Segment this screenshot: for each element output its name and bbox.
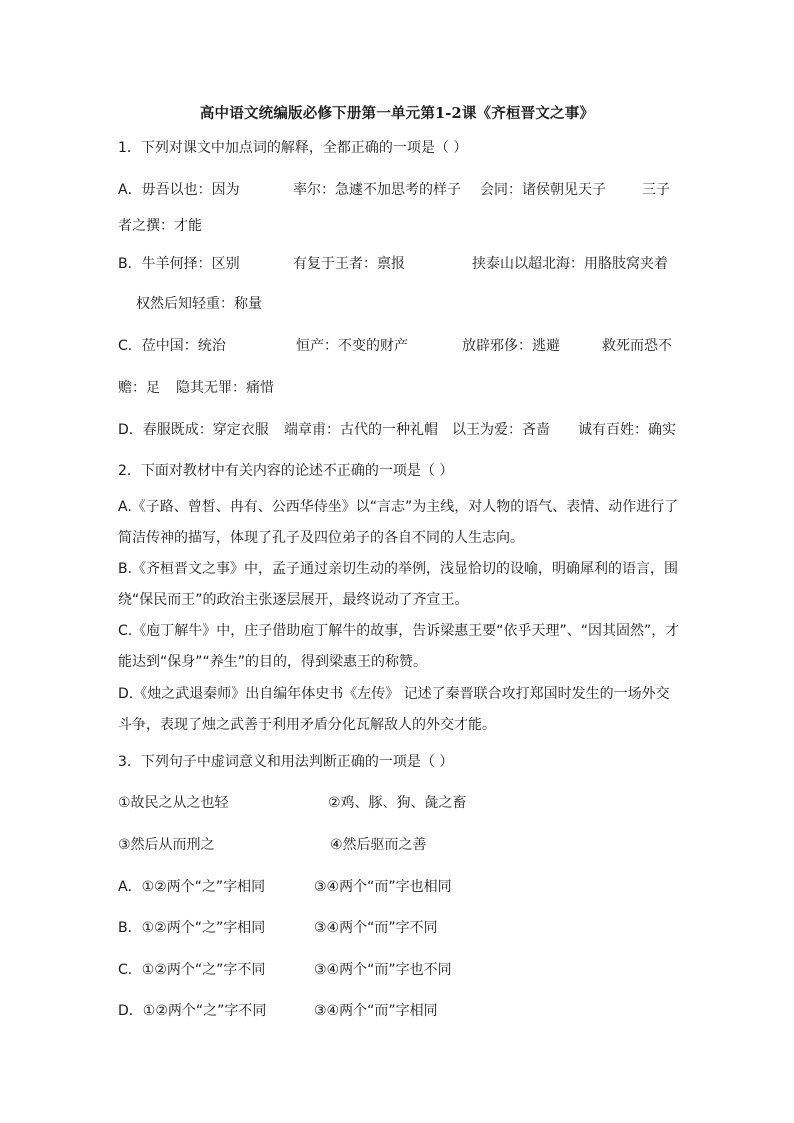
q3-option-d	[118, 1001, 518, 1021]
q1-d-part4: 诚有百姓：确实	[578, 422, 676, 438]
q1-c-part3: 放辟邪侈：逃避	[462, 338, 560, 354]
q3-sentence-1: ①故民之从之也轻	[118, 795, 229, 811]
q1-option-b	[118, 254, 678, 274]
q3-d-part2: ③④两个“而”字相同	[314, 1003, 438, 1019]
q2-option-b-line1: B.《齐桓晋文之事》中，孟子通过亲切生动的举例，浅显恰切的设喻，明确犀利的语言，围	[118, 561, 679, 577]
q1-b-part3: 挟泰山以超北海：用胳肢窝夹着	[472, 256, 668, 272]
q1-d-part2: 端章甫：古代的一种礼帽	[284, 422, 438, 438]
q2-option-a-line1: A.《子路、曾皙、冉有、公西华侍坐》以“言志”为主线，对人物的语气、表情、动作进行了	[118, 499, 679, 515]
q1-option-d	[118, 420, 678, 440]
q1-a-continuation: 者之撰：才能	[118, 218, 202, 234]
q2-option-d-line2: 斗争，表现了烛之武善于利用矛盾分化瓦解敌人的外交才能。	[118, 717, 496, 733]
q2-option-a-line2: 简洁传神的描写，体现了孔子及四位弟子的各自不同的人生志向。	[118, 530, 524, 546]
q3-sentences-row1	[118, 793, 518, 813]
q3-stem: 3．下列句子中虚词意义和用法判断正确的一项是（ ）	[118, 754, 454, 770]
q3-option-c	[118, 960, 518, 980]
q2-option-c-line2: 能达到“保身”“养生”的目的，得到梁惠王的称赞。	[118, 654, 428, 670]
q3-b-part1: B．①②两个“之”字相同	[118, 920, 266, 936]
q3-sentence-3: ③然后从而刑之	[118, 837, 215, 853]
q3-a-part1: A．①②两个“之”字相同	[118, 879, 266, 895]
q1-b-part2: 有复于王者：禀报	[293, 256, 405, 272]
q1-c-part2: 恒产：不变的财产	[296, 338, 408, 354]
q1-d-part3: 以王为爱：吝啬	[452, 422, 550, 438]
q2-option-b-line2: 绕“保民而王”的政治主张逐层展开，最终说动了齐宣王。	[118, 592, 469, 608]
q2-option-c-line1: C.《庖丁解牛》中，庄子借助庖丁解牛的故事，告诉梁惠王要“依乎天理”、“因其固然”，才	[118, 623, 680, 639]
q1-a-part2: 率尔：急遽不加思考的样子	[293, 182, 461, 198]
q1-option-a	[118, 180, 678, 200]
q1-a-part4: 三子	[642, 182, 670, 198]
q2-stem: 2．下面对教材中有关内容的论述不正确的一项是（ ）	[118, 463, 454, 479]
q1-b-continuation: 权然后知轻重：称量	[136, 296, 262, 312]
q3-c-part2: ③④两个“而”字也不同	[314, 962, 452, 978]
q3-sentences-row2	[118, 835, 518, 855]
q1-c-cont2: 隐其无罪：痛惜	[176, 380, 274, 396]
q1-b-part1: B．牛羊何择：区别	[118, 256, 240, 272]
q1-a-part3: 会同：诸侯朝见天子	[480, 182, 606, 198]
q3-a-part2: ③④两个“而”字也相同	[314, 879, 452, 895]
q1-c-part4: 救死而恐不	[602, 338, 672, 354]
q1-c-part1: C．莅中国：统治	[118, 338, 226, 354]
q3-d-part1: D．①②两个“之”字不同	[118, 1003, 267, 1019]
q1-c-cont1: 赡：足	[118, 380, 160, 396]
q3-sentence-2: ②鸡、豚、狗、彘之畜	[328, 795, 467, 811]
q1-c-continuation	[118, 378, 418, 398]
q3-b-part2: ③④两个“而”字不同	[314, 920, 438, 936]
page-title: 高中语文统编版必修下册第一单元第1-2课《齐桓晋文之事》	[199, 105, 595, 122]
q3-option-b	[118, 918, 518, 938]
q3-sentence-4: ④然后驱而之善	[330, 837, 427, 853]
q3-c-part1: C．①②两个“之”字不同	[118, 962, 266, 978]
q1-option-c	[118, 336, 678, 356]
q1-a-part1: A．毋吾以也：因为	[118, 182, 240, 198]
q1-d-part1: D．春服既成：穿定衣服	[118, 422, 269, 438]
q1-stem: 1．下列对课文中加点词的解释，全都正确的一项是（ ）	[118, 140, 468, 156]
q3-option-a	[118, 877, 518, 897]
q2-option-d-line1: D.《烛之武退秦师》出自编年体史书《左传》 记述了秦晋联合攻打郑国时发生的一场外交	[118, 686, 670, 702]
